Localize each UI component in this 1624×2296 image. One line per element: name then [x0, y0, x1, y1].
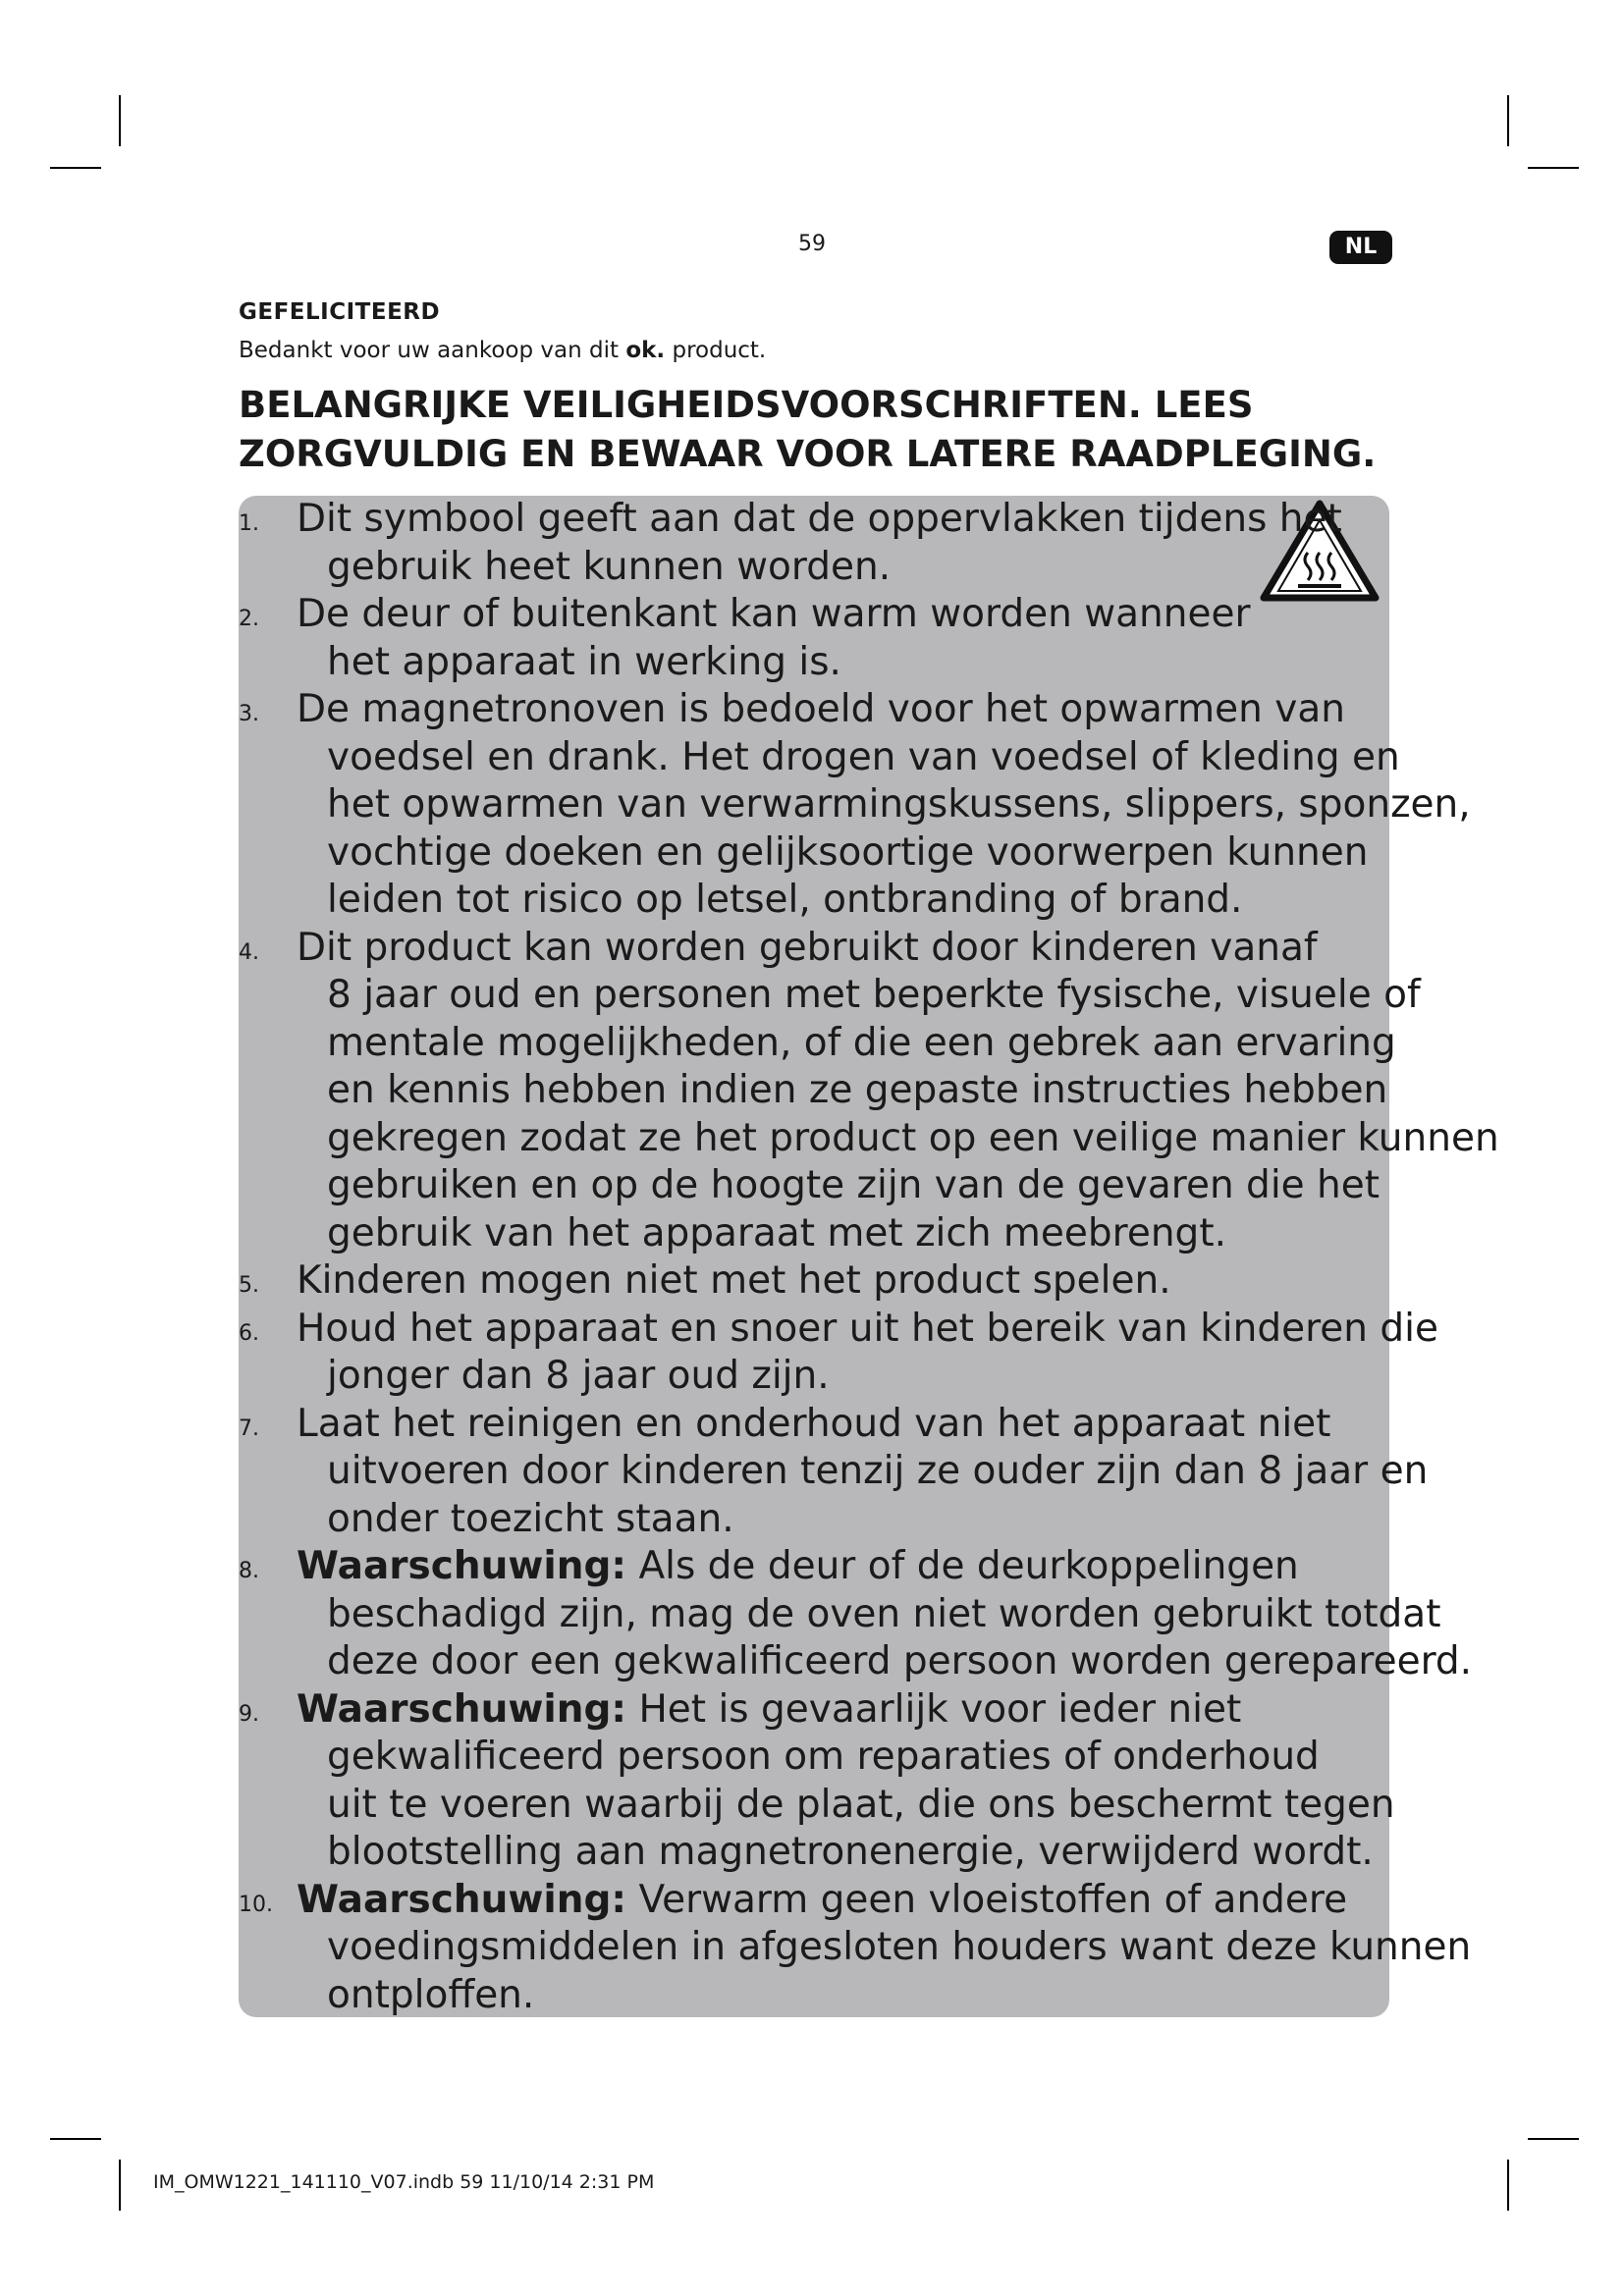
- item-number: 4.: [239, 939, 259, 965]
- safety-heading: [239, 381, 1397, 479]
- crop-mark: [119, 2160, 121, 2211]
- crop-mark: [50, 167, 101, 169]
- item-line: uit te voeren waarbij de plaat, die ons beschermt tegen: [327, 1782, 1395, 1827]
- item-number: 2.: [239, 607, 259, 631]
- item-line: mentale mogelijkheden, of die een gebrek aan ervaring: [327, 1020, 1396, 1065]
- item-line: het opwarmen van verwarmingskussens, slippers, sponzen,: [327, 782, 1471, 827]
- safety-item: [239, 496, 1389, 591]
- warning-label: Waarschuwing:: [297, 1544, 627, 1588]
- item-line: uitvoeren door kinderen tenzij ze ouder zijn dan 8 jaar en: [327, 1449, 1429, 1493]
- item-text: Verwarm geen vloeistoffen of andere: [626, 1877, 1348, 1922]
- item-line: gebruik heet kunnen worden.: [327, 544, 892, 589]
- footer-slug: IM_OMW1221_141110_V07.indb 59 11/10/14 2:31 PM: [153, 2171, 655, 2193]
- safety-item: [239, 1257, 1389, 1306]
- crop-mark: [1507, 95, 1509, 146]
- item-line: beschadigd zijn, mag de oven niet worden gebruikt totdat: [327, 1591, 1441, 1636]
- item-line: onder toezicht staan.: [327, 1496, 734, 1541]
- item-line: blootstelling aan magnetronenergie, verwijderd wordt.: [327, 1830, 1374, 1874]
- crop-mark: [1528, 2138, 1579, 2140]
- item-line: Dit product kan worden gebruikt door kinderen vanaf: [297, 925, 1318, 970]
- item-line: De magnetronoven is bedoeld voor het opwarmen van: [297, 687, 1345, 731]
- item-line: gekregen zodat ze het product op een veilige manier kunnen: [327, 1115, 1499, 1160]
- item-number: 6.: [239, 1320, 259, 1346]
- item-line: Kinderen mogen niet met het product spelen.: [297, 1258, 1171, 1303]
- item-line: voedingsmiddelen in afgesloten houders want deze kunnen: [327, 1925, 1472, 1969]
- item-line: gebruiken en op de hoogte zijn van de gevaren die het: [327, 1163, 1380, 1207]
- item-number: 10.: [239, 1892, 273, 1917]
- safety-item: [239, 1306, 1438, 1401]
- crop-mark: [1528, 167, 1579, 169]
- item-line: ontploffen.: [327, 1972, 535, 2017]
- item-number: 3.: [239, 702, 259, 726]
- crop-mark: [119, 95, 121, 146]
- item-line: gekwalificeerd persoon om reparaties of onderhoud: [327, 1735, 1320, 1779]
- warning-label: Waarschuwing:: [297, 1877, 627, 1922]
- item-line: Laat het reinigen en onderhoud van het apparaat niet: [297, 1401, 1331, 1446]
- item-text: Het is gevaarlijk voor ieder niet: [626, 1686, 1242, 1732]
- crop-mark: [50, 2138, 101, 2140]
- item-line: vochtige doeken en gelijksoortige voorwerpen kunnen: [327, 829, 1369, 875]
- thanks-line: [239, 338, 766, 363]
- item-number: 7.: [239, 1415, 259, 1441]
- item-number: 1.: [239, 511, 259, 536]
- item-line: 8 jaar oud en personen met beperkte fysische, visuele of: [327, 973, 1421, 1017]
- item-line: jonger dan 8 jaar oud zijn.: [327, 1354, 830, 1398]
- item-line: De deur of buitenkant kan warm worden wanneer: [297, 592, 1251, 636]
- item-line: voedsel en drank. Het drogen van voedsel of kleding en: [327, 734, 1400, 779]
- brand-name: ok.: [625, 338, 666, 363]
- item-line: [297, 1877, 1389, 1925]
- safety-item: [239, 1686, 1395, 1877]
- safety-item: [239, 1543, 1473, 1686]
- warning-label: Waarschuwing:: [297, 1686, 627, 1732]
- item-line: gebruik van het apparaat met zich meebrengt.: [327, 1210, 1227, 1255]
- safety-item: [239, 925, 1499, 1258]
- safety-item: [239, 1401, 1429, 1544]
- item-number: 5.: [239, 1273, 259, 1298]
- crop-mark: [1507, 2160, 1509, 2211]
- item-line: Houd het apparaat en snoer uit het bereik van kinderen die: [297, 1306, 1438, 1351]
- congrats-title: GEFELICITEERD: [239, 299, 441, 325]
- item-line: Dit symbool geeft aan dat de oppervlakken tijdens het: [297, 497, 1342, 541]
- item-line: leiden tot risico op letsel, ontbranding of brand.: [327, 878, 1243, 922]
- item-line: [297, 1543, 1389, 1591]
- item-number: 9.: [239, 1701, 259, 1727]
- item-number: 8.: [239, 1559, 259, 1583]
- item-line: en kennis hebben indien ze gepaste instructies hebben: [327, 1068, 1388, 1112]
- item-text: Als de deur of de deurkoppelingen: [626, 1544, 1299, 1588]
- safety-item: [239, 591, 1389, 686]
- thanks-text: Bedankt voor uw aankoop van dit: [239, 338, 626, 363]
- safety-item: [239, 1877, 1472, 2020]
- item-line: [297, 1686, 1389, 1735]
- thanks-text-end: product.: [665, 338, 767, 363]
- item-line: deze door een gekwalificeerd persoon worden gerepareerd.: [327, 1639, 1473, 1683]
- safety-item: [239, 686, 1471, 925]
- page-number: 59: [798, 232, 826, 256]
- language-badge: NL: [1329, 231, 1392, 264]
- item-line: het apparaat in werking is.: [327, 639, 841, 684]
- heading-line: ZORGVULDIG EN BEWAAR VOOR LATERE RAADPLEGING.: [239, 433, 1377, 475]
- safety-list: [239, 496, 1499, 2019]
- heading-line: BELANGRIJKE VEILIGHEIDSVOORSCHRIFTEN. LEES: [239, 384, 1254, 426]
